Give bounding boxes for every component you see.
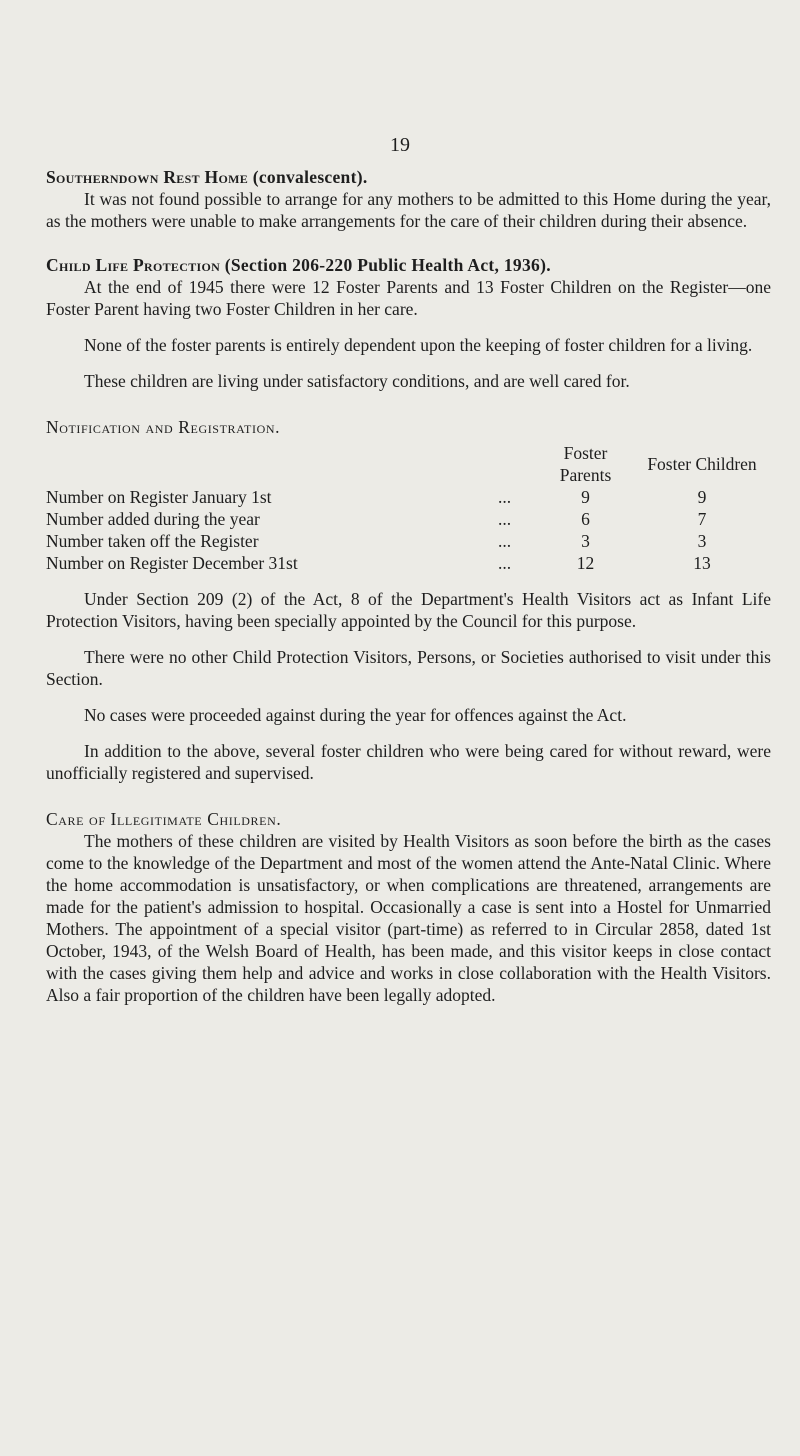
section-child-life-protection [46,254,771,392]
foster-children-value: 13 [693,553,711,573]
row-label: Number on Register January 1st [46,487,272,507]
leader-dots: ... [498,487,512,507]
paragraph: These children are living under satisfactory conditions, and are well cared for. [84,371,630,391]
page-content [46,166,771,1006]
leader-dots: ... [498,553,512,573]
foster-children-value: 3 [697,531,707,551]
section-heading: Care of Illegitimate Children. [46,809,282,829]
registration-table [46,442,771,574]
leader-dots: ... [498,531,512,551]
foster-children-value: 7 [697,509,707,529]
foster-parents-value: 9 [581,487,590,507]
paragraph: None of the foster parents is entirely dependent upon the keeping of foster children for a living. [84,335,753,355]
paragraph: It was not found possible to arrange for any mothers to be admitted to this Home during the year, as the mothers were unable to make arrangements for the care of their children during their absence. [46,189,771,231]
row-label: Number added during the year [46,509,260,529]
paragraph: No cases were proceeded against during the year for offences against the Act. [84,705,627,725]
table-row [46,552,771,574]
column-header-foster-children: Foster Children [647,454,757,474]
heading-title: Child Life Protection [46,255,221,275]
paragraph: There were no other Child Protection Visitors, Persons, or Societies authorised to visit under this Section. [46,647,771,689]
foster-parents-value: 12 [576,553,595,573]
column-header-foster-parents: Foster Parents [559,443,612,485]
paragraph: In addition to the above, several foster children who were being cared for without reward, were unofficially registered and supervised. [46,741,771,783]
section-notification-registration [46,416,771,784]
foster-parents-value: 6 [581,509,590,529]
table-row [46,530,771,552]
heading-suffix: (Section 206-220 Public Health Act, 1936). [220,255,551,275]
row-label: Number taken off the Register [46,531,259,551]
row-label: Number on Register December 31st [46,553,298,573]
header-blank [46,442,498,486]
foster-parents-value: 3 [581,531,590,551]
section-illegitimate-children [46,808,771,1006]
heading-suffix: (convalescent). [248,167,368,187]
heading-title: Southerndown Rest Home [46,167,249,187]
leader-dots: ... [498,509,512,529]
section-southerndown [46,166,771,232]
section-heading: Notification and Registration. [46,417,281,437]
page-number: 19 [390,134,410,156]
paragraph: Under Section 209 (2) of the Act, 8 of the Department's Health Visitors act as Infant Life Protection Visitors, having been specially appointed by the Council for this purpose. [46,589,771,631]
paragraph: The mothers of these children are visited by Health Visitors as soon before the birth as the cases come to the knowledge of the Department and most of the women attend the Ante-Natal Clinic. Where the home accommodation is unsatisfactory, or when complications are threatened, arrangements are made for the patient's admission to hospital. Occasionally a case is sent into a Hostel for Unmarried Mothers. The appointment of a special visitor (part-time) as referred to in Circular 2858, dated 1st October, 1943, of the Welsh Board of Health, has been made, and this visitor keeps in close contact with the cases giving them help and advice and works in close collaboration with the Health Visitors. Also a fair proportion of the children have been legally adopted. [46,831,771,1005]
header-blank [498,442,538,486]
section-heading [46,254,771,276]
table-row [46,508,771,530]
paragraph: At the end of 1945 there were 12 Foster Parents and 13 Foster Children on the Register—one Foster Parent having two Foster Children in her care. [46,277,771,319]
table-header-row [46,442,771,486]
table-row [46,486,771,508]
foster-children-value: 9 [697,487,707,507]
section-heading [46,166,771,188]
